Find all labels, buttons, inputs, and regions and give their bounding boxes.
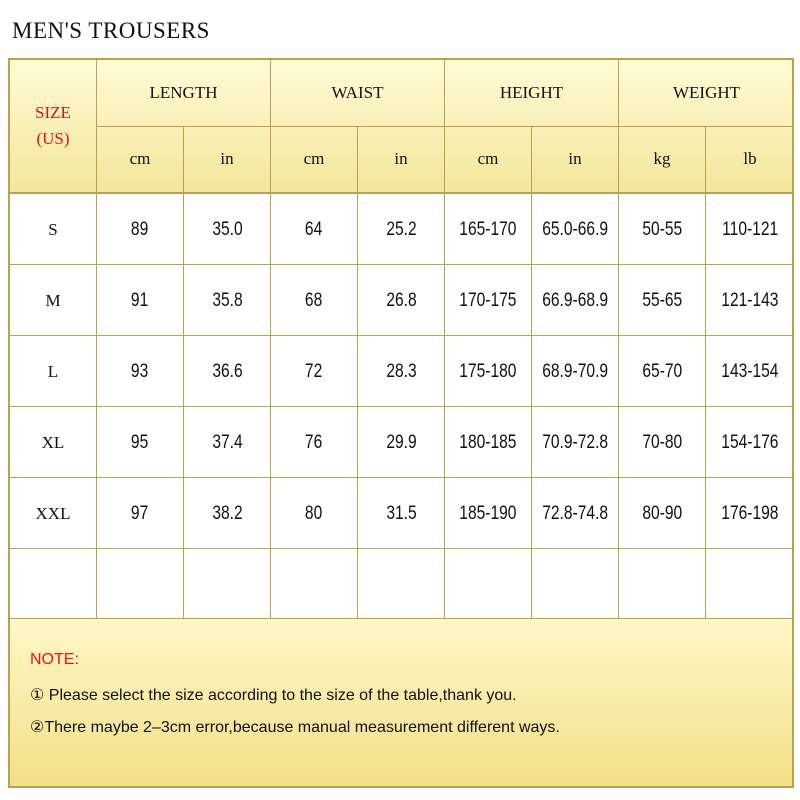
group-waist-header: WAIST — [271, 60, 445, 126]
unit-header: in — [358, 126, 445, 192]
table-cell — [97, 549, 184, 620]
size-us-label — [35, 100, 71, 152]
table-cell — [445, 478, 532, 549]
unit-header: cm — [445, 126, 532, 192]
table-cell — [532, 336, 619, 407]
cell-value: 80 — [305, 502, 323, 524]
cell-value: 165-170 — [459, 218, 517, 240]
group-weight-header: WEIGHT — [672, 83, 741, 102]
table-cell — [706, 265, 794, 336]
cell-value: 70-80 — [642, 431, 682, 453]
table-cell — [619, 336, 706, 407]
table-cell — [706, 336, 794, 407]
table-cell — [271, 478, 358, 549]
group-length-header: LENGTH — [97, 60, 271, 126]
unit-header: in — [532, 126, 619, 192]
table-cell — [271, 549, 358, 620]
table-cell — [358, 336, 445, 407]
table-cell — [532, 478, 619, 549]
cell-value: 55-65 — [642, 289, 682, 311]
table-cell — [619, 549, 706, 620]
page-title: MEN'S TROUSERS — [12, 18, 210, 43]
size-cell: M — [10, 265, 97, 336]
unit-header: in — [184, 126, 271, 192]
cell-value: 25.2 — [385, 218, 417, 240]
table-cell — [271, 407, 358, 478]
table-cell — [532, 265, 619, 336]
cell-value: 154-176 — [721, 431, 779, 453]
cell-value: 95 — [131, 431, 149, 453]
table-cell — [445, 194, 532, 265]
table-cell — [97, 265, 184, 336]
size-cell: XL — [10, 407, 97, 478]
cell-value: 89 — [131, 218, 149, 240]
cell-value: 97 — [131, 502, 149, 524]
table-cell — [184, 336, 271, 407]
table-cell — [358, 549, 445, 620]
cell-value: 91 — [131, 289, 149, 311]
size-cell: S — [10, 194, 97, 265]
table-row — [10, 265, 792, 336]
cell-value: 65-70 — [642, 360, 682, 382]
size-label-line1: SIZE — [35, 103, 71, 122]
table-cell — [619, 478, 706, 549]
cell-value: 50-55 — [642, 218, 682, 240]
unit-header: cm — [97, 126, 184, 192]
table-cell — [97, 407, 184, 478]
note-title: NOTE: — [30, 651, 79, 668]
table-cell — [532, 549, 619, 620]
table-cell — [619, 194, 706, 265]
table-cell — [271, 265, 358, 336]
table-cell — [184, 194, 271, 265]
cell-value: 72.8-74.8 — [542, 502, 608, 524]
cell-value: 66.9-68.9 — [542, 289, 608, 311]
size-cell — [10, 549, 97, 620]
table-cell — [184, 265, 271, 336]
cell-value: 35.8 — [211, 289, 243, 311]
size-header-cell — [10, 60, 97, 192]
table-row — [10, 407, 792, 478]
table-header — [10, 60, 792, 192]
cell-value: 176-198 — [721, 502, 779, 524]
table-cell — [97, 194, 184, 265]
table-cell — [358, 194, 445, 265]
table-cell — [271, 336, 358, 407]
cell-value: 180-185 — [459, 431, 517, 453]
cell-value: 80-90 — [642, 502, 682, 524]
cell-value: 70.9-72.8 — [542, 431, 608, 453]
cell-value: 26.8 — [385, 289, 417, 311]
cell-value: 121-143 — [721, 289, 779, 311]
table-cell — [619, 407, 706, 478]
table-row — [10, 336, 792, 407]
cell-value: 68 — [305, 289, 323, 311]
notes-panel — [10, 618, 792, 788]
unit-header: cm — [271, 126, 358, 192]
table-row — [10, 478, 792, 549]
table-row — [10, 194, 792, 265]
table-cell — [184, 407, 271, 478]
cell-value: 31.5 — [385, 502, 417, 524]
cell-value: 185-190 — [459, 502, 517, 524]
table-cell — [184, 549, 271, 620]
table-cell — [358, 478, 445, 549]
table-cell — [271, 194, 358, 265]
note-line: ②There maybe 2–3cm error,because manual measurement different ways. — [30, 719, 560, 736]
table-row — [10, 549, 792, 620]
table-cell — [706, 478, 794, 549]
table-cell — [619, 265, 706, 336]
note-line: ① Please select the size according to the size of the table,thank you. — [30, 687, 517, 704]
table-cell — [445, 407, 532, 478]
table-cell — [97, 478, 184, 549]
table-cell — [358, 407, 445, 478]
unit-header: kg — [619, 126, 706, 192]
unit-header: lb — [743, 149, 757, 168]
table-cell — [706, 194, 794, 265]
group-height-header: HEIGHT — [445, 60, 619, 126]
size-chart-table — [8, 58, 794, 788]
cell-value: 110-121 — [721, 218, 779, 240]
table-cell — [184, 478, 271, 549]
cell-value: 170-175 — [459, 289, 517, 311]
cell-value: 29.9 — [385, 431, 417, 453]
cell-value: 64 — [305, 218, 323, 240]
cell-value: 93 — [131, 360, 149, 382]
table-cell — [532, 407, 619, 478]
cell-value: 175-180 — [459, 360, 517, 382]
table-cell — [445, 549, 532, 620]
table-cell — [706, 407, 794, 478]
cell-value: 36.6 — [211, 360, 243, 382]
cell-value: 143-154 — [721, 360, 779, 382]
table-cell — [97, 336, 184, 407]
table-cell — [358, 265, 445, 336]
table-cell — [532, 194, 619, 265]
table-cell — [445, 265, 532, 336]
table-cell — [445, 336, 532, 407]
cell-value: 38.2 — [211, 502, 243, 524]
cell-value: 35.0 — [211, 218, 243, 240]
size-cell: L — [10, 336, 97, 407]
cell-value: 68.9-70.9 — [542, 360, 608, 382]
cell-value: 76 — [305, 431, 323, 453]
cell-value: 37.4 — [211, 431, 243, 453]
table-cell — [706, 549, 794, 620]
cell-value: 65.0-66.9 — [542, 218, 608, 240]
size-label-line2: (US) — [36, 129, 70, 148]
cell-value: 28.3 — [385, 360, 417, 382]
size-cell: XXL — [10, 478, 97, 549]
cell-value: 72 — [305, 360, 323, 382]
